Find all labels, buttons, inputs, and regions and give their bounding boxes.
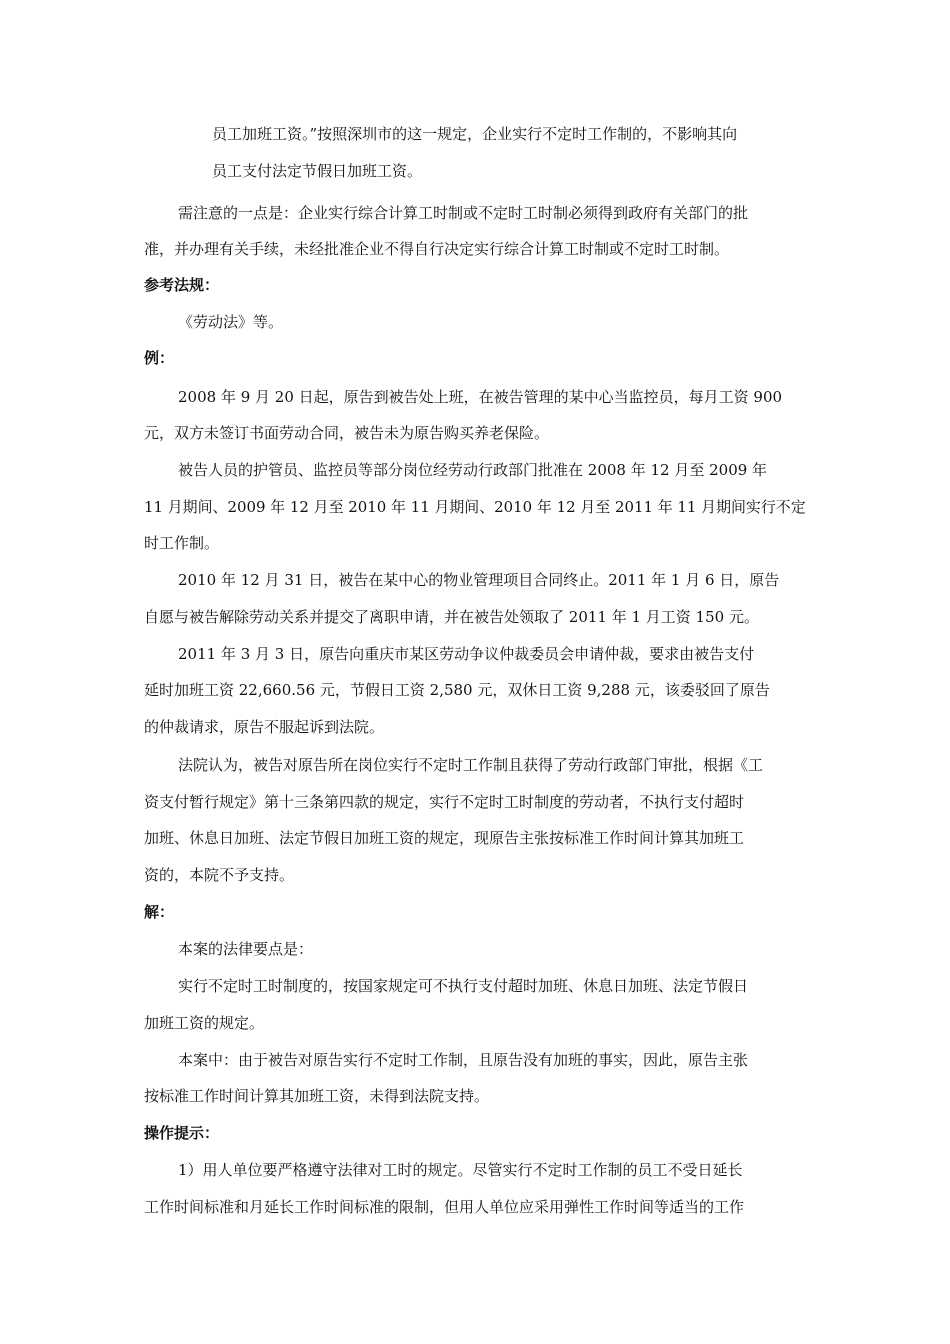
example-p1-line-2: 元，双方未签订书面劳动合同，被告未为原告购买养老保险。 <box>144 424 550 442</box>
solution-p3-line-2: 按标准工作时间计算其加班工资，未得到法院支持。 <box>144 1087 490 1105</box>
solution-heading: 解： <box>144 903 175 921</box>
example-p4-line-1: 2011 年 3 月 3 日，原告向重庆市某区劳动争议仲裁委员会申请仲裁，要求由被告支付 <box>178 645 755 663</box>
note-line-2: 准，并办理有关手续，未经批准企业不得自行决定实行综合计算工时制或不定时工时制。 <box>144 240 730 258</box>
example-heading: 例： <box>144 349 175 367</box>
example-p4-line-2: 延时加班工资 22,660.56 元，节假日工资 2,580 元，双休日工资 9,288 元，该委驳回了原告 <box>144 681 770 699</box>
example-p2-line-2: 11 月期间、2009 年 12 月至 2010 年 11 月期间、2010 年 12 月至 2011 年 11 月期间实行不定 <box>144 498 806 516</box>
example-p4-line-3: 的仲裁请求，原告不服起诉到法院。 <box>144 718 385 736</box>
ref-text: 《劳动法》等。 <box>178 313 284 331</box>
tips-heading: 操作提示： <box>144 1124 220 1142</box>
example-p5-line-1: 法院认为，被告对原告所在岗位实行不定时工作制且获得了劳动行政部门审批，根据《工 <box>178 756 764 774</box>
example-p5-line-2: 资支付暂行规定》第十三条第四款的规定，实行不定时工时制度的劳动者，不执行支付超时 <box>144 793 745 811</box>
quote-line-2: 员工支付法定节假日加班工资。 <box>212 162 423 180</box>
solution-p1: 本案的法律要点是： <box>178 940 314 958</box>
note-line-1: 需注意的一点是：企业实行综合计算工时制或不定时工时制必须得到政府有关部门的批 <box>178 204 749 222</box>
example-p3-line-1: 2010 年 12 月 31 日，被告在某中心的物业管理项目合同终止。2011 年 1 月 6 日，原告 <box>178 571 780 589</box>
example-p3-line-2: 自愿与被告解除劳动关系并提交了离职申请，并在被告处领取了 2011 年 1 月工资 150 元。 <box>144 608 759 626</box>
solution-p2-line-2: 加班工资的规定。 <box>144 1014 265 1032</box>
example-p1-line-1: 2008 年 9 月 20 日起，原告到被告处上班，在被告管理的某中心当监控员，每月工资 900 <box>178 388 783 406</box>
example-p2-line-1: 被告人员的护管员、监控员等部分岗位经劳动行政部门批准在 2008 年 12 月至 2009 年 <box>178 461 768 479</box>
example-p5-line-3: 加班、休息日加班、法定节假日加班工资的规定，现原告主张按标准工作时间计算其加班工 <box>144 829 745 847</box>
example-p2-line-3: 时工作制。 <box>144 534 220 552</box>
ref-heading: 参考法规： <box>144 276 220 294</box>
tips-p1-line-1: 1）用人单位要严格遵守法律对工时的规定。尽管实行不定时工作制的员工不受日延长 <box>178 1161 743 1179</box>
example-p5-line-4: 资的，本院不予支持。 <box>144 866 295 884</box>
tips-p1-line-2: 工作时间标准和月延长工作时间标准的限制，但用人单位应采用弹性工作时间等适当的工作 <box>144 1198 745 1216</box>
solution-p2-line-1: 实行不定时工时制度的，按国家规定可不执行支付超时加班、休息日加班、法定节假日 <box>178 977 749 995</box>
quote-line-1: 员工加班工资。”按照深圳市的这一规定，企业实行不定时工作制的，不影响其向 <box>212 125 738 143</box>
solution-p3-line-1: 本案中：由于被告对原告实行不定时工作制，且原告没有加班的事实，因此，原告主张 <box>178 1051 749 1069</box>
